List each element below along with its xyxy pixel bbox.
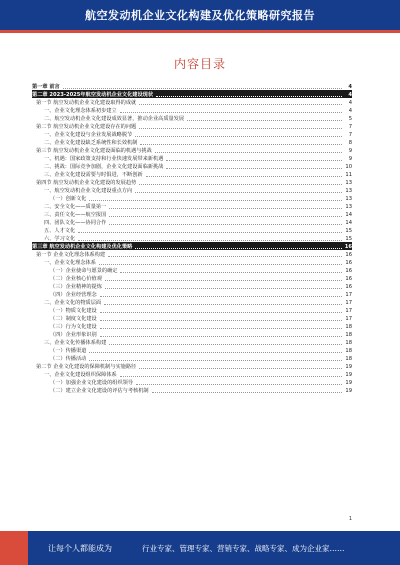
toc-entry-title: 第二节 航空发动机企业文化建设存在的问题 xyxy=(36,124,137,130)
toc-entry-title: 一、企业文化建设与企业发展战略脱节 xyxy=(44,132,133,138)
toc-entry[interactable] xyxy=(32,242,352,250)
toc-entry-title: 第四节 航空发动机企业文化建设的发展趋势 xyxy=(36,180,137,186)
toc-entry-title: 第二节 企业文化建设的保障机制与实施路径 xyxy=(36,364,137,370)
footer-accent-block xyxy=(0,531,28,565)
toc-entry[interactable] xyxy=(32,250,352,258)
toc-entry[interactable] xyxy=(32,322,352,330)
footer-slogan-left: 让每个人都能成为 xyxy=(48,543,112,553)
toc-entry-page: 19 xyxy=(345,364,352,370)
toc-entry-page: 18 xyxy=(345,356,352,362)
toc-entry-title: （一）创新文化 xyxy=(50,196,87,202)
toc-entry-title: 二、航空发动机企业文化建设成效显著，推动企业高质量发展 xyxy=(44,116,185,122)
toc-leader-dots xyxy=(100,312,342,313)
toc-entry[interactable] xyxy=(32,218,352,226)
footer-slogan-right: 行业专家、管理专家、营销专家、战略专家、成为企业家…… xyxy=(142,543,345,553)
toc-entry[interactable] xyxy=(32,138,352,146)
toc-leader-dots xyxy=(89,200,342,201)
table-of-contents xyxy=(32,82,352,512)
toc-leader-dots xyxy=(166,160,342,161)
toc-entry[interactable] xyxy=(32,314,352,322)
toc-entry-title: 第一章 前言 xyxy=(32,84,60,90)
toc-entry[interactable] xyxy=(32,266,352,274)
toc-entry-page: 16 xyxy=(345,284,352,290)
toc-entry-page: 13 xyxy=(345,188,352,194)
toc-entry[interactable] xyxy=(32,210,352,218)
report-footer-bar xyxy=(0,531,400,565)
toc-entry-title: 第三节 航空发动机企业文化建设面临的机遇与挑战 xyxy=(36,148,152,154)
toc-leader-dots xyxy=(139,368,342,369)
toc-entry[interactable] xyxy=(32,194,352,202)
toc-entry-title: 二、安全文化——质量第一 xyxy=(44,204,107,210)
toc-entry-title: 第一节 企业文化理念体系构建 xyxy=(36,252,106,258)
toc-entry-title: （三）行为文化建设 xyxy=(50,324,97,330)
toc-entry-page: 4 xyxy=(348,108,352,114)
toc-entry-page: 19 xyxy=(345,372,352,378)
toc-entry[interactable] xyxy=(32,298,352,306)
toc-entry[interactable] xyxy=(32,90,352,98)
toc-entry-title: 三、责任文化——航空报国 xyxy=(44,212,107,218)
toc-entry-page: 13 xyxy=(345,196,352,202)
toc-entry[interactable] xyxy=(32,362,352,370)
toc-entry[interactable] xyxy=(32,82,352,90)
toc-entry-title: 二、企业文化建设缺乏系统性和长效机制 xyxy=(44,140,138,146)
toc-entry[interactable] xyxy=(32,306,352,314)
toc-entry[interactable] xyxy=(32,386,352,394)
toc-leader-dots xyxy=(156,96,342,97)
toc-leader-dots xyxy=(166,168,342,169)
toc-entry-title: 二、企业文化的物质层面 xyxy=(44,300,102,306)
toc-entry-page: 10 xyxy=(345,164,352,170)
toc-leader-dots xyxy=(99,264,342,265)
toc-leader-dots xyxy=(89,352,342,353)
toc-entry-title: 二、挑战：国际竞争加剧，企业文化建设面临新挑战 xyxy=(44,164,164,170)
toc-entry-page: 18 xyxy=(345,332,352,338)
toc-entry-page: 4 xyxy=(348,100,352,106)
toc-entry-title: （四）企业经营理念 xyxy=(50,292,97,298)
toc-leader-dots xyxy=(78,232,342,233)
toc-entry-page: 11 xyxy=(345,172,352,178)
report-title: 航空发动机企业文化构建及优化策略研究报告 xyxy=(85,9,315,22)
toc-entry-page: 9 xyxy=(348,148,352,154)
toc-entry[interactable] xyxy=(32,234,352,242)
toc-entry-page: 18 xyxy=(345,340,352,346)
toc-leader-dots xyxy=(89,360,342,361)
toc-entry-title: 一、航空发动机企业文化建设重点方向 xyxy=(44,188,133,194)
toc-leader-dots xyxy=(155,152,342,153)
toc-leader-dots xyxy=(109,216,342,217)
toc-leader-dots xyxy=(140,144,342,145)
toc-entry[interactable] xyxy=(32,338,352,346)
toc-entry-page: 5 xyxy=(348,116,352,122)
toc-entry-title: 一、机遇：国家政策支持和行业快速发展带来新机遇 xyxy=(44,156,164,162)
toc-entry-page: 13 xyxy=(345,180,352,186)
toc-entry[interactable] xyxy=(32,290,352,298)
toc-entry[interactable] xyxy=(32,170,352,178)
toc-entry-title: 第三章 航空发动机企业文化构建及优化策略 xyxy=(32,244,133,250)
toc-entry[interactable] xyxy=(32,154,352,162)
toc-leader-dots xyxy=(100,320,342,321)
toc-entry[interactable] xyxy=(32,378,352,386)
toc-entry-page: 18 xyxy=(345,348,352,354)
toc-leader-dots xyxy=(104,304,342,305)
toc-leader-dots xyxy=(135,248,342,249)
toc-entry[interactable] xyxy=(32,282,352,290)
toc-entry-title: （二）传播活动 xyxy=(50,356,87,362)
toc-entry-title: （一）传播渠道 xyxy=(50,348,87,354)
toc-leader-dots xyxy=(120,112,342,113)
toc-entry-title: （二）制度文化建设 xyxy=(50,316,97,322)
toc-entry[interactable] xyxy=(32,122,352,130)
toc-entry-page: 4 xyxy=(348,84,352,90)
toc-entry-page: 17 xyxy=(345,316,352,322)
toc-entry[interactable] xyxy=(32,162,352,170)
toc-entry-title: 三、企业文化建设需要与时俱进，不断创新 xyxy=(44,172,143,178)
toc-entry[interactable] xyxy=(32,226,352,234)
toc-entry-page: 16 xyxy=(345,276,352,282)
toc-entry-title: 一、企业文化建设组织保障体系 xyxy=(44,372,117,378)
report-header-bar xyxy=(0,0,400,33)
toc-leader-dots xyxy=(108,256,342,257)
toc-entry-page: 14 xyxy=(345,220,352,226)
toc-leader-dots xyxy=(187,120,342,121)
toc-entry-title: （四）企业形象识别 xyxy=(50,332,97,338)
toc-entry-title: （三）企业精神的提炼 xyxy=(50,284,102,290)
toc-leader-dots xyxy=(109,208,342,209)
toc-leader-dots xyxy=(152,392,342,393)
toc-entry[interactable] xyxy=(32,178,352,186)
toc-entry-page: 19 xyxy=(345,388,352,394)
toc-leader-dots xyxy=(100,296,342,297)
toc-entry-title: 五、人才文化 xyxy=(44,228,76,234)
toc-entry-title: 一、企业文化理念体系 xyxy=(44,260,96,266)
toc-entry[interactable] xyxy=(32,330,352,338)
toc-entry-page: 8 xyxy=(348,140,352,146)
toc-entry-title: （二）建立企业文化建设的评估与考核机制 xyxy=(50,388,149,394)
toc-entry-title: 第一节 航空发动机企业文化建设取得的成就 xyxy=(36,100,137,106)
toc-entry-title: （二）企业核心价值观 xyxy=(50,276,102,282)
toc-entry-page: 18 xyxy=(345,324,352,330)
toc-entry-title: 四、团队文化——协同合作 xyxy=(44,220,107,226)
toc-leader-dots xyxy=(100,336,342,337)
toc-entry-title: 三、企业文化传播体系构建 xyxy=(44,340,107,346)
toc-entry-page: 15 xyxy=(345,236,352,242)
toc-entry-page: 16 xyxy=(345,268,352,274)
toc-heading: 内容目录 xyxy=(173,57,226,71)
toc-leader-dots xyxy=(109,224,342,225)
toc-leader-dots xyxy=(78,240,342,241)
toc-entry[interactable] xyxy=(32,346,352,354)
toc-entry[interactable] xyxy=(32,146,352,154)
toc-entry[interactable] xyxy=(32,98,352,106)
toc-entry-page: 16 xyxy=(344,244,352,250)
toc-entry[interactable] xyxy=(32,274,352,282)
toc-leader-dots xyxy=(139,184,342,185)
toc-leader-dots xyxy=(105,288,342,289)
toc-entry[interactable] xyxy=(32,130,352,138)
toc-entry[interactable] xyxy=(32,354,352,362)
toc-leader-dots xyxy=(63,88,342,89)
toc-entry-title: 六、学习文化 xyxy=(44,236,76,242)
toc-entry[interactable] xyxy=(32,258,352,266)
toc-entry-title: （一）企业使命与愿景的确定 xyxy=(50,268,118,274)
toc-leader-dots xyxy=(146,176,342,177)
toc-leader-dots xyxy=(120,376,342,377)
toc-leader-dots xyxy=(135,192,342,193)
toc-entry-title: （一）加强企业文化建设的组织领导 xyxy=(50,380,134,386)
toc-entry[interactable] xyxy=(32,202,352,210)
toc-entry-page: 4 xyxy=(348,92,352,98)
toc-leader-dots xyxy=(105,280,342,281)
toc-entry[interactable] xyxy=(32,106,352,114)
toc-entry[interactable] xyxy=(32,114,352,122)
toc-leader-dots xyxy=(139,104,342,105)
toc-entry-page: 17 xyxy=(345,292,352,298)
toc-entry-page: 7 xyxy=(348,124,352,130)
toc-leader-dots xyxy=(135,136,342,137)
toc-entry-page: 17 xyxy=(345,308,352,314)
toc-entry-page: 16 xyxy=(345,260,352,266)
toc-entry-page: 14 xyxy=(345,212,352,218)
toc-entry-page: 7 xyxy=(348,132,352,138)
toc-entry-title: 一、企业文化理念体系初步建立 xyxy=(44,108,117,114)
toc-entry-page: 16 xyxy=(345,252,352,258)
toc-entry-title: （一）物质文化建设 xyxy=(50,308,97,314)
toc-entry-page: 9 xyxy=(348,156,352,162)
page-number: 1 xyxy=(348,516,352,522)
toc-entry-page: 15 xyxy=(345,228,352,234)
toc-entry-page: 17 xyxy=(345,300,352,306)
toc-leader-dots xyxy=(139,128,342,129)
toc-entry-page: 19 xyxy=(345,380,352,386)
toc-entry-page: 13 xyxy=(345,204,352,210)
toc-leader-dots xyxy=(120,272,342,273)
toc-entry-title: 第二章 2023-2025年航空发动机企业文化建设现状 xyxy=(32,92,154,98)
toc-entry[interactable] xyxy=(32,370,352,378)
toc-leader-dots xyxy=(136,384,342,385)
toc-entry[interactable] xyxy=(32,186,352,194)
toc-leader-dots xyxy=(100,328,342,329)
toc-leader-dots xyxy=(109,344,342,345)
